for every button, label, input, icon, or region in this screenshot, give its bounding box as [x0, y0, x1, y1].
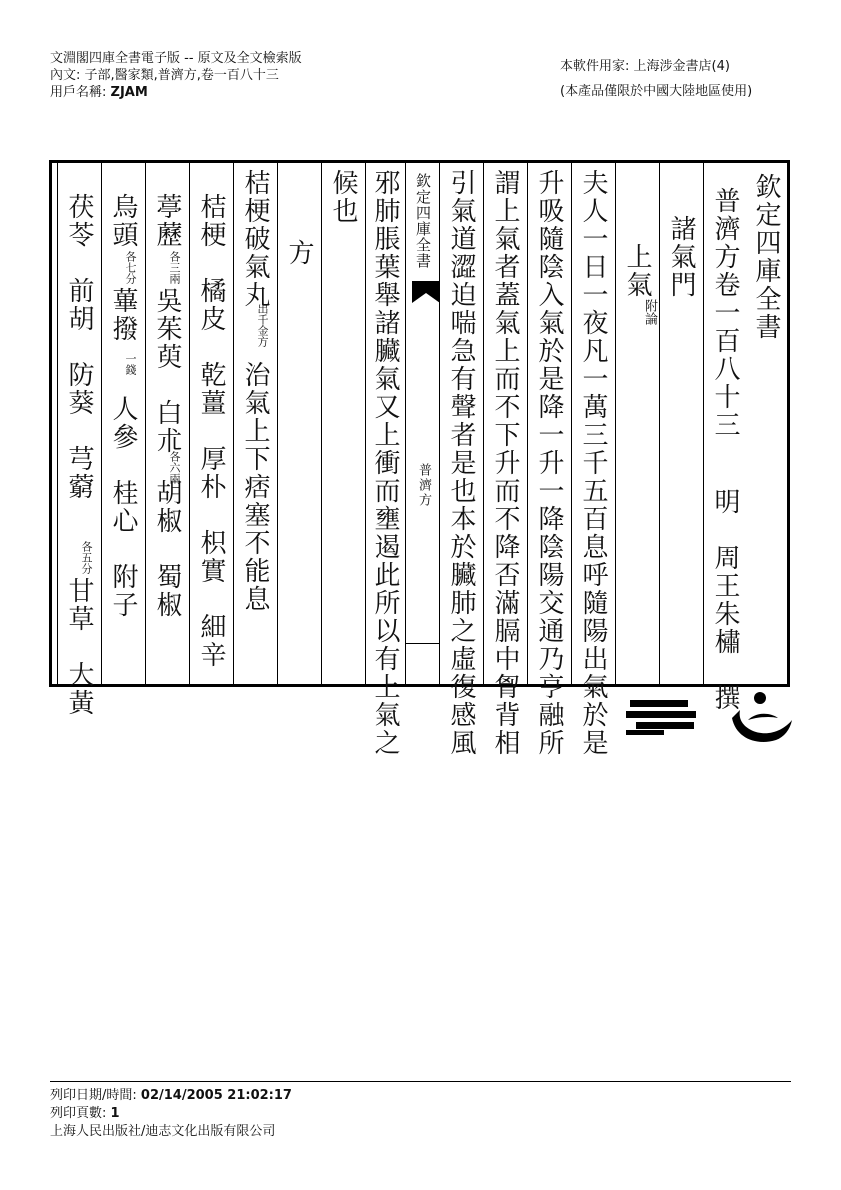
ingredient-bibo-note: 一錢 [124, 353, 137, 375]
ingredient-wutou: 烏頭 [108, 193, 138, 249]
column-book-title [747, 163, 787, 684]
footer [50, 1087, 292, 1141]
ingredient-gancao-dahuang: 甘草 大黃 [64, 577, 94, 717]
header-user-name: ZJAM [110, 85, 148, 100]
volume-title: 普濟方卷一百八十三 [710, 187, 740, 439]
header-user-row [50, 84, 302, 101]
fang-heading: 方 [284, 239, 314, 267]
ingredient-fuling-to-xiongqiong: 茯苓 前胡 防葵 芎藭 [64, 193, 94, 501]
footer-print-date: 02/14/2005 21:02:17 [140, 1088, 292, 1103]
text-line-1: 夫人一日一夜凡一萬三千五百息呼隨陽出氣於是 [578, 169, 608, 757]
column-ingredients-4 [57, 163, 101, 717]
column-volume [703, 163, 747, 712]
text-line-6: 候也 [328, 169, 358, 225]
text-line-2: 升吸隨陰入氣於是降一升一降陰陽交通乃亨融所 [534, 169, 564, 757]
header-content-path: 內文: 子部,醫家類,普濟方,卷一百八十三 [50, 68, 279, 83]
column-ingredients-3 [101, 163, 145, 684]
column-gutter [405, 163, 439, 684]
header-title: 文淵閣四庫全書電子版 -- 原文及全文檢索版 [50, 51, 302, 66]
column-formula [233, 163, 277, 684]
ingredient-baizhu-note: 各六兩 [168, 451, 181, 484]
section-title: 上氣 [622, 243, 652, 299]
text-line-5: 邪肺脹葉舉諸臟氣又上衝而壅遏此所以有上氣之 [370, 169, 400, 757]
footer-pages-row [50, 1105, 292, 1123]
section-note: 附論 [642, 299, 657, 325]
column-text-6 [321, 163, 365, 684]
column-text-1 [571, 163, 615, 757]
ingredients-line-1: 桔梗 橘皮 乾薑 厚朴 枳實 細辛 [196, 193, 226, 669]
header-user-label: 用戶名稱: [50, 85, 107, 100]
header-right [560, 58, 752, 108]
column-text-2 [527, 163, 571, 757]
header-left [50, 50, 302, 101]
footer-publisher: 上海人民出版社/迪志文化出版有限公司 [50, 1124, 276, 1139]
author-line: 明 周王朱橚 撰 [710, 488, 740, 712]
formula-source-note: 出千金方 [256, 303, 269, 347]
publisher-seal-logo-icon [726, 690, 796, 752]
gutter-volume-title: 普濟方 [416, 463, 431, 508]
column-section [615, 163, 659, 684]
page-frame [49, 160, 790, 757]
column-ingredients-1 [189, 163, 233, 684]
footer-print-date-label: 列印日期/時間: [50, 1088, 137, 1103]
fishtail-mark-icon [412, 281, 440, 303]
formula-name: 桔梗破氣丸 [240, 169, 270, 309]
ingredient-renshen-guixin-fuzi: 人參 桂心 附子 [108, 395, 138, 619]
chapter-title: 諸氣門 [666, 215, 696, 299]
column-text-3 [483, 163, 527, 757]
column-chapter [659, 163, 703, 684]
column-text-4 [439, 163, 483, 757]
ingredient-hujiao-shujiao: 胡椒 蜀椒 [152, 479, 182, 619]
footer-pages-label: 列印頁數: [50, 1106, 107, 1121]
ingredient-tingli-note: 各三兩 [168, 251, 181, 284]
footer-pages: 1 [110, 1106, 120, 1121]
ingredient-wutou-note: 各七分 [124, 251, 137, 284]
text-line-3: 謂上氣者蓋氣上而不下升而不降否滿膈中胷背相 [490, 169, 520, 757]
publisher-stripes-logo-icon [626, 690, 696, 740]
formula-usage: 治氣上下痞塞不能息 [240, 361, 270, 613]
text-line-4: 引氣道澀迫喘急有聲者是也本於臟肺之虛復感風 [446, 169, 476, 757]
footer-rule [50, 1081, 791, 1082]
header-licensee: 本軟件用家: 上海涉金書店(4) [560, 59, 730, 74]
ingredient-bibo: 蓽撥 [108, 287, 138, 343]
header-region-note: (本產品僅限於中國大陸地區使用) [560, 84, 753, 99]
footer-print-date-row [50, 1087, 292, 1105]
ingredient-xiongqiong-note: 各五分 [80, 541, 93, 574]
ingredient-wuzhuyu-baizhu: 吳茱萸 白朮 [152, 287, 182, 455]
gutter-bottom-rule [406, 643, 439, 644]
column-text-5 [365, 163, 405, 757]
gutter-book-title: 欽定四庫全書 [414, 173, 432, 269]
column-fang [277, 163, 321, 684]
column-ingredients-2 [145, 163, 189, 684]
book-title: 欽定四庫全書 [751, 173, 781, 341]
ingredient-tingli: 葶藶 [152, 193, 182, 249]
